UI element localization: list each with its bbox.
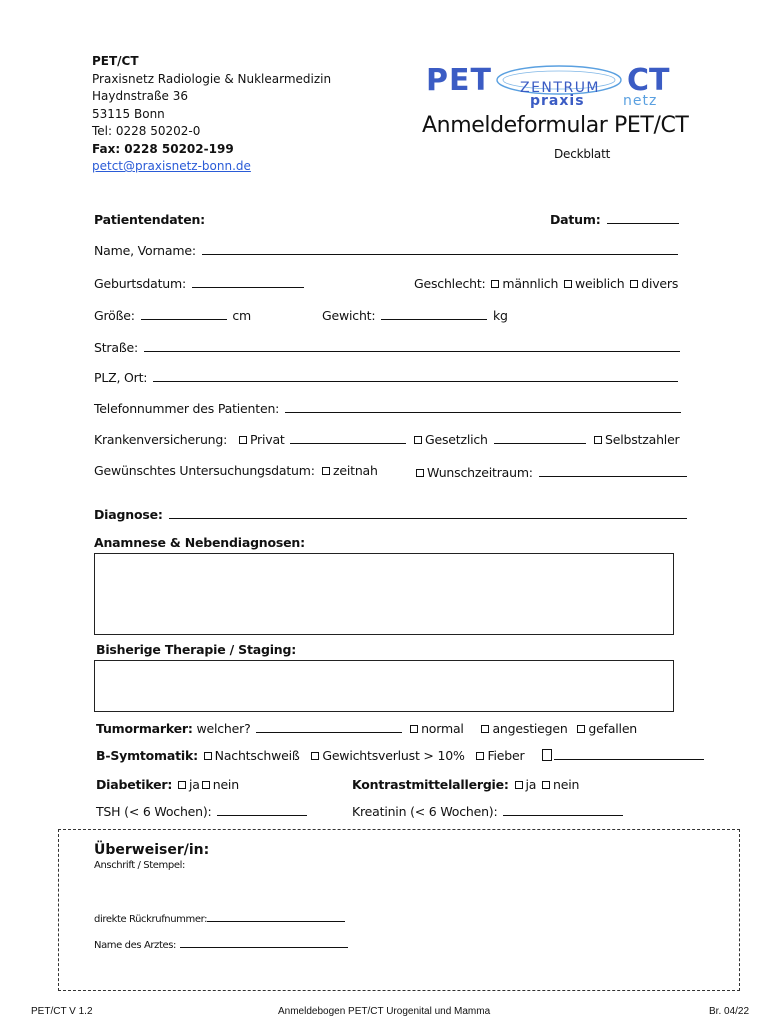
krankenversicherung-label: Krankenversicherung:: [94, 432, 228, 447]
diagnose-input[interactable]: [169, 507, 687, 519]
diagnose-label: Diagnose:: [94, 507, 163, 522]
gefallen-label: gefallen: [588, 721, 638, 736]
divers-label: divers: [641, 276, 679, 291]
tsh-label: TSH (< 6 Wochen):: [96, 804, 212, 819]
untersuchungsdatum-label: Gewünschtes Untersuchungsdatum:: [94, 463, 315, 478]
diabetiker-ja-label: ja: [188, 777, 200, 792]
maennlich-label: männlich: [502, 276, 559, 291]
kg-unit: kg: [492, 308, 508, 323]
kontrastmittel-ja-checkbox[interactable]: [515, 781, 523, 789]
datum-label: Datum:: [550, 212, 601, 227]
org-title: PET/CT: [92, 54, 139, 68]
kontrastmittel-row: [352, 777, 579, 792]
angestiegen-label: angestiegen: [492, 721, 568, 736]
selbstzahler-label: Selbstzahler: [605, 432, 680, 447]
plz-ort-row: [94, 370, 680, 385]
rueckruf-label: direkte Rückrufnummer:: [94, 914, 208, 925]
zeitnah-checkbox[interactable]: [322, 467, 330, 475]
nachtschweiss-checkbox[interactable]: [204, 752, 212, 760]
telefon-row: [94, 401, 683, 416]
weiblich-label: weiblich: [574, 276, 625, 291]
divers-checkbox[interactable]: [630, 280, 638, 288]
bsymptomatik-label: B-Symtomatik:: [96, 748, 198, 763]
gesetzlich-checkbox[interactable]: [414, 436, 422, 444]
org-name: Praxisnetz Radiologie & Nuklearmedizin: [92, 71, 332, 86]
plz-ort-label: PLZ, Ort:: [94, 370, 148, 385]
rueckruf-row: [94, 912, 345, 925]
strasse-row: [94, 340, 682, 355]
tumormarker-input[interactable]: [256, 721, 402, 733]
privat-checkbox[interactable]: [239, 436, 247, 444]
tumormarker-label: Tumormarker:: [96, 721, 193, 736]
diabetiker-nein-checkbox[interactable]: [202, 781, 210, 789]
cm-unit: cm: [232, 308, 251, 323]
kontrastmittel-ja-label: ja: [525, 777, 537, 792]
kontrastmittel-nein-label: nein: [553, 777, 580, 792]
logo-pet: PET: [426, 63, 492, 98]
org-city: 53115 Bonn: [92, 106, 165, 121]
wunschzeitraum-label: Wunschzeitraum:: [427, 465, 533, 480]
other-symptom-input[interactable]: [554, 748, 704, 760]
name-input[interactable]: [202, 243, 678, 255]
kontrastmittel-label: Kontrastmittelallergie:: [352, 777, 509, 792]
gesetzlich-input[interactable]: [494, 432, 586, 444]
gesetzlich-row: [412, 432, 588, 447]
telefon-input[interactable]: [285, 401, 681, 413]
diagnose-row: [94, 507, 689, 522]
arzt-input[interactable]: [180, 938, 348, 948]
org-street: Haydnstraße 36: [92, 89, 188, 103]
org-tel: Tel: 0228 50202-0: [92, 124, 201, 138]
fieber-label: Fieber: [487, 748, 525, 763]
fieber-checkbox[interactable]: [476, 752, 484, 760]
anamnese-heading: Anamnese & Nebendiagnosen:: [94, 535, 305, 550]
anschrift-stempel-label: Anschrift / Stempel:: [94, 860, 185, 871]
krankenversicherung-row: [94, 432, 408, 447]
footer-version: PET/CT V 1.2: [31, 1006, 93, 1017]
normal-label: normal: [421, 721, 464, 736]
footer-center: Anmeldebogen PET/CT Urogenital und Mamma: [278, 1006, 491, 1017]
org-fax: Fax: 0228 50202-199: [92, 141, 234, 156]
wunschzeitraum-checkbox[interactable]: [416, 469, 424, 477]
gewichtsverlust-checkbox[interactable]: [311, 752, 319, 760]
logo-praxis: praxis: [530, 93, 585, 108]
zeitnah-label: zeitnah: [333, 463, 378, 478]
groesse-row: [94, 308, 251, 323]
therapie-heading: Bisherige Therapie / Staging:: [96, 642, 297, 657]
plz-ort-input[interactable]: [153, 370, 678, 382]
angestiegen-checkbox[interactable]: [481, 725, 489, 733]
gewichtsverlust-label: Gewichtsverlust > 10%: [322, 748, 465, 763]
kreatinin-input[interactable]: [503, 804, 623, 816]
form-title: Anmeldeformular PET/CT: [422, 113, 689, 138]
form-subtitle: Deckblatt: [554, 147, 611, 161]
kontrastmittel-nein-checkbox[interactable]: [542, 781, 550, 789]
org-email-link[interactable]: petct@praxisnetz-bonn.de: [92, 159, 251, 173]
therapie-textarea[interactable]: [94, 660, 674, 712]
name-label: Name, Vorname:: [94, 243, 196, 258]
datum-input[interactable]: [607, 212, 679, 224]
gewicht-input[interactable]: [381, 308, 487, 320]
kreatinin-label: Kreatinin (< 6 Wochen):: [352, 804, 498, 819]
gesetzlich-label: Gesetzlich: [425, 432, 488, 447]
zeitnah-row: [320, 463, 378, 478]
logo-netz: netz: [623, 93, 658, 108]
wunschzeitraum-input[interactable]: [539, 465, 687, 477]
geschlecht-label: Geschlecht:: [414, 276, 486, 291]
diabetiker-row: [96, 777, 239, 792]
privat-input[interactable]: [290, 432, 406, 444]
groesse-label: Größe:: [94, 308, 135, 323]
wunschzeitraum-row: [414, 465, 689, 480]
geburtsdatum-row: [94, 276, 306, 291]
privat-label: Privat: [249, 432, 285, 447]
name-row: [94, 243, 680, 258]
groesse-input[interactable]: [141, 308, 227, 320]
gefallen-checkbox[interactable]: [577, 725, 585, 733]
arzt-label: Name des Arztes:: [94, 940, 177, 951]
ueberweiser-heading: Überweiser/in:: [94, 842, 210, 858]
gewicht-label: Gewicht:: [322, 308, 376, 323]
footer-right: Br. 04/22: [709, 1006, 750, 1017]
diabetiker-nein-label: nein: [212, 777, 239, 792]
geburtsdatum-input[interactable]: [192, 276, 304, 288]
maennlich-checkbox[interactable]: [491, 280, 499, 288]
normal-checkbox[interactable]: [410, 725, 418, 733]
geburtsdatum-label: Geburtsdatum:: [94, 276, 186, 291]
selbstzahler-checkbox[interactable]: [594, 436, 602, 444]
tumormarker-row: [96, 721, 637, 736]
anamnese-textarea[interactable]: [94, 553, 674, 635]
kreatinin-row: [352, 804, 625, 819]
tsh-input[interactable]: [217, 804, 307, 816]
diabetiker-ja-checkbox[interactable]: [178, 781, 186, 789]
arzt-row: [94, 938, 348, 951]
logo-zentrum: ZENTRUM: [520, 80, 601, 96]
logo-ct: CT: [627, 63, 670, 98]
nachtschweiss-label: Nachtschweiß: [214, 748, 300, 763]
gewicht-row: [322, 308, 508, 323]
diabetiker-label: Diabetiker:: [96, 777, 173, 792]
address-block: [92, 53, 331, 176]
weiblich-checkbox[interactable]: [564, 280, 572, 288]
datum-row: [550, 212, 681, 227]
strasse-input[interactable]: [144, 340, 680, 352]
patientendaten-heading: Patientendaten:: [94, 212, 205, 227]
tsh-row: [96, 804, 309, 819]
geschlecht-row: [414, 276, 678, 291]
other-symptom-checkbox[interactable]: [542, 749, 552, 761]
selbstzahler-row: [592, 432, 680, 447]
welcher-label: welcher?: [196, 721, 251, 736]
rueckruf-input[interactable]: [207, 912, 345, 922]
untersuchungsdatum-row: [94, 463, 315, 478]
pet-ct-zentrum-logo: [424, 62, 694, 108]
telefon-label: Telefonnummer des Patienten:: [94, 401, 280, 416]
strasse-label: Straße:: [94, 340, 139, 355]
bsymptomatik-row: [96, 748, 706, 763]
